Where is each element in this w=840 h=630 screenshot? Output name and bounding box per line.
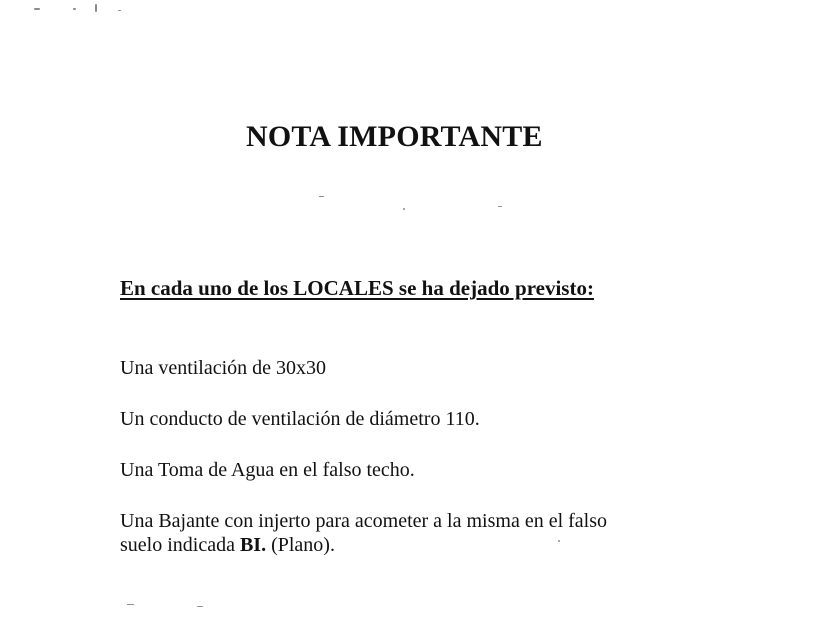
- requirement-item-water-intake: [120, 458, 415, 482]
- scan-speck: [498, 206, 502, 207]
- requirement-text-prefix: suelo indicada: [120, 534, 240, 556]
- requirement-text: Un conducto de ventilación de diámetro 110.: [120, 408, 480, 430]
- requirement-item-ventilation: [120, 356, 326, 380]
- scan-speck: [95, 4, 97, 12]
- requirement-bold-code: BI.: [239, 534, 267, 556]
- scan-speck: [319, 196, 324, 197]
- page-title: NOTA IMPORTANTE: [246, 120, 543, 153]
- requirement-text-line-2: [120, 533, 607, 557]
- scan-speck: [403, 208, 405, 210]
- requirement-text: Una Toma de Agua en el falso techo.: [120, 459, 415, 481]
- requirement-text-line-1: Una Bajante con injerto para acometer a la misma en el falso: [120, 510, 608, 532]
- scan-speck: [197, 606, 203, 607]
- section-heading: En cada uno de los LOCALES se ha dejado previsto:: [120, 276, 594, 300]
- scan-speck: [34, 8, 40, 10]
- requirement-item-duct: [120, 407, 480, 431]
- requirement-item-downpipe: [120, 509, 607, 557]
- scan-speck: [73, 8, 76, 10]
- scan-speck: [127, 604, 134, 605]
- requirement-text-suffix: (Plano).: [266, 534, 335, 556]
- requirement-text: Una ventilación de 30x30: [120, 357, 327, 379]
- scan-speck: [118, 10, 121, 11]
